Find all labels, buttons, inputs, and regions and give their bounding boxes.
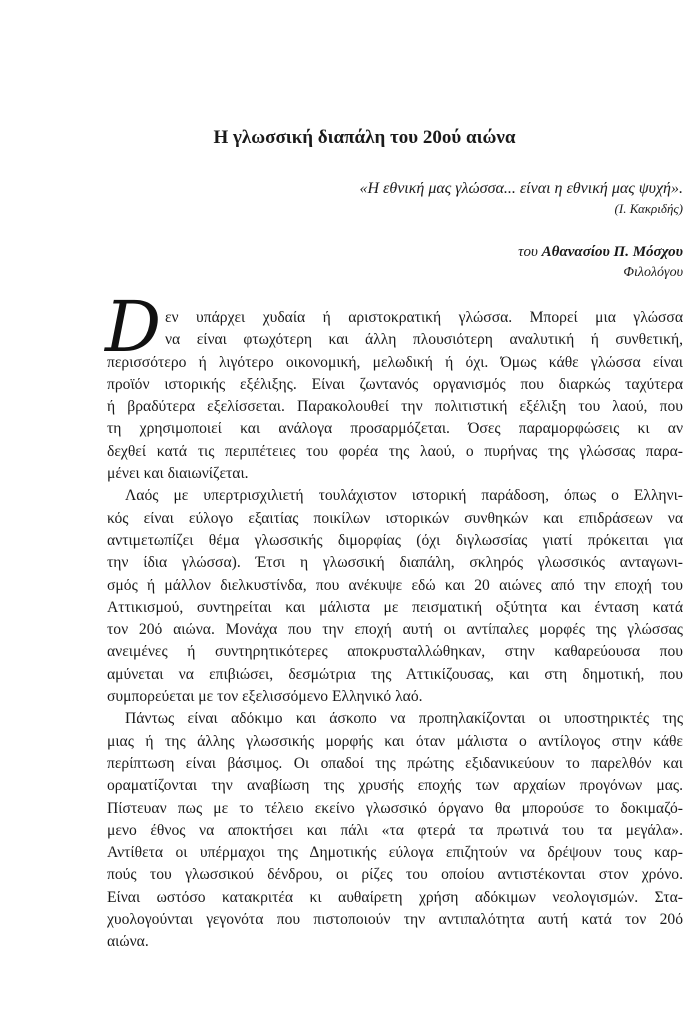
paragraph: [107, 485, 683, 708]
text-line: Λαός με υπερτρισχιλιετή τουλάχιστον ιστορική παράδοση, όπως ο Ελληνι-: [125, 487, 683, 505]
byline-prefix: του: [518, 244, 538, 260]
text-line: σμός ή μάλλον διελκυστίνδα, που ανέκυψε εδώ και 20 αιώνες από την εποχή του: [107, 576, 683, 594]
text-line: Είναι ωστόσο κατακριτέα κι αυθαίρετη χρήση αδόκιμων νεολογισμών. Στα-: [107, 888, 683, 906]
text-line: προϊόν ιστορικής εξέλιξης. Είναι ζωντανός οργανισμός που διαρκώς ταχύτερα: [107, 375, 683, 393]
epigraph-quote: «Η εθνική μας γλώσσα... είναι η εθνική μας ψυχή».: [359, 180, 683, 197]
text-line: οραματίζονται την αναβίωση της χρυσής εποχής των αρχαίων προγόνων μας.: [107, 777, 683, 795]
text-line: να είναι φτωχότερη και άλλη πλουσιότερη αναλυτική ή συνθετική,: [165, 331, 683, 349]
text-line: τη χρησιμοποιεί και ανάλογα προσαρμόζεται. Όσες παραμορφώσεις κι αν: [107, 420, 683, 438]
article-body: [107, 307, 683, 954]
article-title: Η γλωσσική διαπάλη του 20ού αιώνα: [213, 127, 516, 148]
epigraph-source: (Ι. Κακριδής): [614, 201, 683, 216]
text-line: αμύνεται να επιβιώσει, δεσμώτρια της Αττικίζουσας, και στη δημοτική, που: [107, 665, 683, 683]
text-line: εν υπάρχει χυδαία ή αριστοκρατική γλώσσα. Μπορεί μια γλώσσα: [165, 309, 683, 326]
paragraph: [107, 307, 683, 485]
text-line: αντιμετωπίζει θέμα γλωσσικής διμορφίας (όχι διγλωσσίας γιατί πρόκειται για: [107, 531, 683, 549]
text-line: Πίστευαν πως με το τέλειο εκείνο γλωσσικό όργανο θα μπορούσε το δοκιμαζό-: [107, 799, 683, 817]
text-line: συμπορεύεται με τον εξελισσόμενο Ελληνικό λαό.: [107, 688, 423, 706]
text-line: τον 20ό αιώνα. Μονάχα που την εποχή αυτή οι αντίπαλες μορφές της γλώσσας: [107, 621, 683, 639]
text-line: περισσότερο ή λιγότερο οικονομική, μελωδική ή όχι. Όμως κάθε γλώσσα είναι: [107, 353, 683, 371]
text-line: αιώνα.: [107, 933, 149, 951]
author-name: Αθανασίου Π. Μόσχου: [541, 244, 683, 260]
drop-cap: D: [105, 286, 162, 368]
text-line: πούς του γλωσσικού δένδρου, οι ρίζες του οποίου αντιστέκονται στον χρόνο.: [107, 866, 683, 884]
text-line: Πάντως είναι αδόκιμο και άσκοπο να προπηλακίζονται οι υποστηρικτές της: [125, 710, 683, 728]
text-line: χυολογούνται γεγονότα που πιστοποιούν την αντιπαλότητα αυτή κατά τον 20ό: [107, 911, 683, 929]
text-line: Αττικισμού, συντηρείται και μάλιστα με πεισματική οξύτητα και ένταση κατά: [107, 598, 683, 616]
text-line: ή βραδύτερα εξελίσσεται. Παρακολουθεί την πολιτιστική εξέλιξη του λαού, που: [107, 398, 683, 416]
text-line: την ίδια γλώσσα). Έτσι η γλωσσική διαπάλη, σκληρός γλωσσικός ανταγωνι-: [107, 554, 683, 572]
author-role: Φιλολόγου: [623, 265, 683, 280]
text-line: μιας ή της άλλης γλωσσικής μορφής και όταν μάλιστα ο αντίλογος στην κάθε: [107, 732, 683, 750]
text-line: περίπτωση είναι βάσιμος. Οι οπαδοί της πρώτης εξιδανικεύουν το παρελθόν και: [107, 754, 683, 772]
paragraph: [107, 708, 683, 953]
byline: [518, 244, 683, 261]
text-line: Αντίθετα οι υπέρμαχοι της Δημοτικής εύλογα επιζητούν να δρέψουν τους καρ-: [107, 844, 683, 862]
text-line: μενο έθνος να αποκτήσει και πάλι «τα φτερά τα πρωτινά του τα μεγάλα».: [107, 821, 683, 839]
text-line: ανειμένες ή συντηρητικότερες αποκρυσταλλώθηκαν, στην καθαρεύουσα που: [107, 643, 683, 661]
text-line: δεχθεί κατά τις περιπέτειες του φορέα της λαού, ο πυρήνας της γλώσσας παρα-: [107, 442, 683, 460]
text-line: κός είναι εύλογο εξαιτίας ποικίλων ιστορικών συνθηκών και επιδράσεων να: [107, 509, 683, 527]
text-line: μένει και διαιωνίζεται.: [107, 465, 249, 483]
